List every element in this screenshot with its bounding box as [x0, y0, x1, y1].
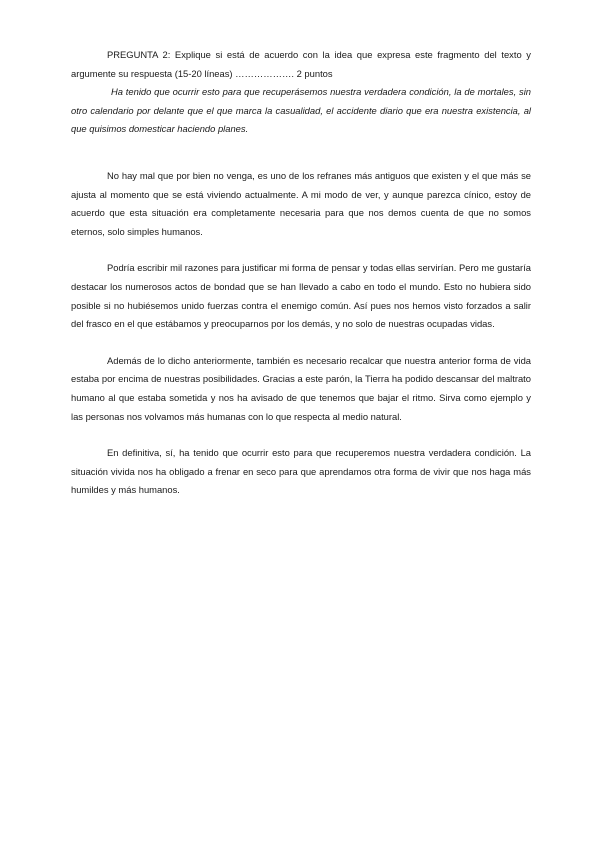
paragraph-spacer: [71, 426, 531, 444]
quoted-fragment: Ha tenido que ocurrir esto para que recuperásemos nuestra verdadera condición, la de mortales, sin otro calendario por delante que el que marca la casualidad, el accidente diario que era nuestra existencia, al que quisimos domesticar haciendo planes.: [71, 86, 531, 135]
answer-paragraph-2: Podría escribir mil razones para justificar mi forma de pensar y todas ellas servirían. Pero me gustaría destacar los numerosos actos de bondad que se han llevado a cabo en todo el mundo. Esto no hubiera sido posible si no hubiésemos unido fuerzas contra el enemigo común. Así pues nos hemos visto forzados a salir del frasco en el que estábamos y preocuparnos por los demás, y no solo de nuestras ocupadas vidas.: [71, 262, 531, 330]
answer-paragraph-1: No hay mal que por bien no venga, es uno de los refranes más antiguos que existen y el que más se ajusta al momento que se está viviendo actualmente. A mi modo de ver, y aunque parezca cínico, estoy de acuerdo que esta situación era completamente necesaria para que nos demos cuenta de que no somos eternos, solo simples humanos.: [71, 169, 531, 237]
paragraph-spacer: [71, 334, 531, 352]
answer-paragraph-3: Además de lo dicho anteriormente, también es necesario recalcar que nuestra anterior forma de vida estaba por encima de nuestras posibilidades. Gracias a este parón, la Tierra ha podido descansar del maltrato humano al que estaba sometida y nos ha avisado de que tenemos que bajar el ritmo. Sirva como ejemplo y las personas nos volvamos más humanas con lo que respecta al medio natural.: [71, 354, 531, 422]
question-heading: PREGUNTA 2: Explique si está de acuerdo con la idea que expresa este fragmento del texto y argumente su respuesta (15-20 líneas) ………………. 2 puntos: [71, 49, 531, 79]
document-content: [71, 46, 531, 500]
paragraph-spacer: [71, 241, 531, 259]
section-spacer: [71, 139, 531, 167]
answer-paragraph-4: En definitiva, sí, ha tenido que ocurrir esto para que recuperemos nuestra verdadera condición. La situación vivida nos ha obligado a frenar en seco para que aprendamos otra forma de vivir que nos haga más humildes y más humanos.: [71, 447, 531, 496]
